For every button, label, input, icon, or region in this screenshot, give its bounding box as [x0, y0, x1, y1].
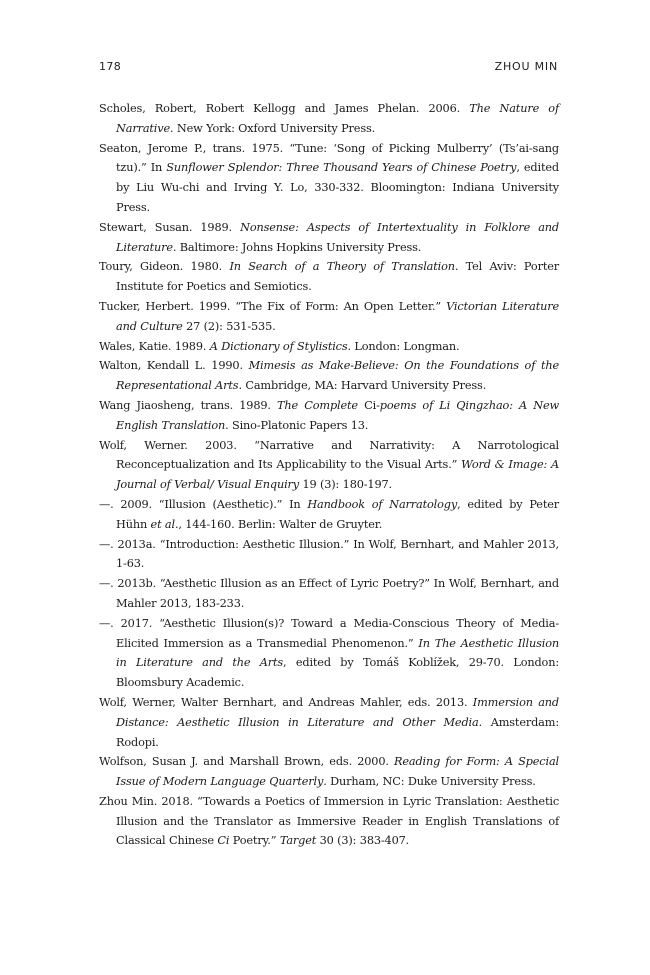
reference-text: Tucker, Herbert. 1999. “The Fix of Form: An Open Letter.” — [99, 299, 447, 313]
reference-entry — [99, 792, 559, 851]
reference-text: Wolf, Werner, Walter Bernhart, and Andreas Mahler, eds. 2013. — [99, 695, 473, 709]
reference-text: , edited by Peter Hühn — [116, 497, 559, 531]
reference-text: —. 2017. “Aesthetic Illusion(s)? Toward a Media-Conscious Theory of Media-Elicited Immersion as a Transmedial Phenomenon.” — [99, 616, 559, 650]
reference-title-italic: -poems of Li Qingzhao: A New English Translation — [116, 398, 560, 432]
reference-entry — [99, 535, 559, 575]
reference-title-italic: A Dictionary of Stylistics — [209, 339, 348, 353]
reference-entry — [99, 614, 559, 693]
reference-entry — [99, 218, 559, 258]
reference-text: . London: Longman. — [347, 339, 460, 353]
reference-text: Wolfson, Susan J. and Marshall Brown, eds. 2000. — [99, 755, 394, 769]
reference-entry — [99, 139, 559, 218]
reference-entry — [99, 99, 559, 139]
reference-title-italic: Target — [279, 834, 317, 848]
reference-text: Poetry.” — [229, 834, 280, 848]
reference-title-italic: Sunflower Splendor: Three Thousand Years of Chinese Poetry — [166, 161, 517, 175]
reference-title-italic: In The Aesthetic Illusion in Literature and the Arts — [116, 636, 559, 670]
reference-text: Wang Jiaosheng, trans. 1989. — [99, 398, 278, 412]
reference-title-italic: Victorian Literature and Culture — [116, 299, 559, 333]
reference-title-italic: The Nature of Narrative — [116, 102, 559, 135]
reference-text: . Durham, NC: Duke University Press. — [323, 775, 536, 789]
reference-text: Stewart, Susan. 1989. — [99, 220, 241, 234]
reference-title-italic: et al. — [150, 517, 179, 531]
reference-text: . Amsterdam: Rodopi. — [116, 715, 559, 749]
reference-text: . New York: Oxford University Press. — [170, 121, 376, 135]
reference-text: Scholes, Robert, Robert Kellogg and James Phelan. 2006. — [99, 102, 470, 115]
reference-text: 27 (2): 531-535. — [182, 319, 276, 333]
reference-title-italic: Nonsense: Aspects of Intertextuality in Folklore and Literature — [116, 220, 559, 254]
reference-entry — [99, 752, 559, 792]
reference-entry — [99, 693, 559, 752]
running-head — [99, 60, 558, 76]
reference-text: Toury, Gideon. 1980. — [99, 260, 230, 274]
reference-title-italic: Handbook of Narratology — [307, 497, 458, 511]
reference-entry — [99, 297, 559, 337]
reference-text: 30 (3): 383-407. — [316, 834, 410, 848]
reference-entry — [99, 574, 559, 614]
running-title: ZHOU MIN — [494, 60, 558, 73]
reference-text: . Cambridge, MA: Harvard University Press. — [238, 379, 487, 393]
reference-text: , edited by Liu Wu-chi and Irving Y. Lo, 330-332. Bloomington: Indiana University Press. — [116, 161, 559, 214]
reference-text: —. 2013a. “Introduction: Aesthetic Illusion.” In Wolf, Bernhart, and Mahler 2013, 1-63. — [99, 537, 559, 571]
reference-text: . Tel Aviv: Porter Institute for Poetics and Semiotics. — [116, 260, 559, 294]
reference-entry — [99, 337, 559, 357]
reference-list — [99, 99, 559, 851]
reference-text: . Baltimore: Johns Hopkins University Press. — [172, 240, 422, 254]
reference-text: —. 2013b. “Aesthetic Illusion as an Effect of Lyric Poetry?” In Wolf, Bernhart, and Mahler 2013, 183-233. — [99, 577, 559, 610]
page-number: 178 — [99, 60, 122, 73]
reference-text: —. 2009. “Illusion (Aesthetic).” In — [99, 497, 308, 511]
reference-text: . Sino-Platonic Papers 13. — [225, 418, 369, 432]
reference-title-italic: Reading for Form: A Special Issue of Modern Language Quarterly — [116, 755, 559, 789]
reference-entry — [99, 495, 559, 535]
reference-entry — [99, 356, 559, 396]
reference-text: Ci — [364, 398, 377, 412]
reference-text: Zhou Min. 2018. “Towards a Poetics of Immersion in Lyric Translation: Aesthetic Illusion and the Translator as Immersive Reader in English Translations of Classical Chinese — [99, 794, 559, 848]
reference-text: Walton, Kendall L. 1990. — [99, 359, 249, 373]
reference-text: Wales, Katie. 1989. — [99, 339, 210, 353]
reference-title-italic: Immersion and Distance: Aesthetic Illusion in Literature and Other Media — [116, 695, 559, 729]
reference-text: Wolf, Werner. 2003. “Narrative and Narrativity: A Narrotological Reconceptualization and Its Applicability to the Visual Arts.” — [99, 438, 559, 472]
reference-title-italic: Mimesis as Make-Believe: On the Foundations of the Representational Arts — [116, 359, 559, 393]
reference-text: , 144-160. Berlin: Walter de Gruyter. — [178, 517, 383, 531]
reference-title-italic: The Complete — [277, 398, 365, 412]
reference-text: Seaton, Jerome P., trans. 1975. “Tune: ‘Song of Picking Mulberry’ (Ts’ai-sang tzu).” In — [99, 141, 559, 175]
reference-title-italic: Word & Image: A Journal of Verbal/ Visual Enquiry — [116, 458, 559, 492]
reference-entry — [99, 257, 559, 297]
reference-title-italic: Ci — [217, 834, 230, 848]
reference-title-italic: In Search of a Theory of Translation — [229, 260, 455, 274]
reference-text: 19 (3): 180-197. — [299, 478, 392, 492]
reference-text: , edited by Tomáš Koblížek, 29-70. London: Bloomsbury Academic. — [116, 656, 559, 690]
reference-entry — [99, 396, 559, 436]
reference-entry — [99, 436, 559, 495]
